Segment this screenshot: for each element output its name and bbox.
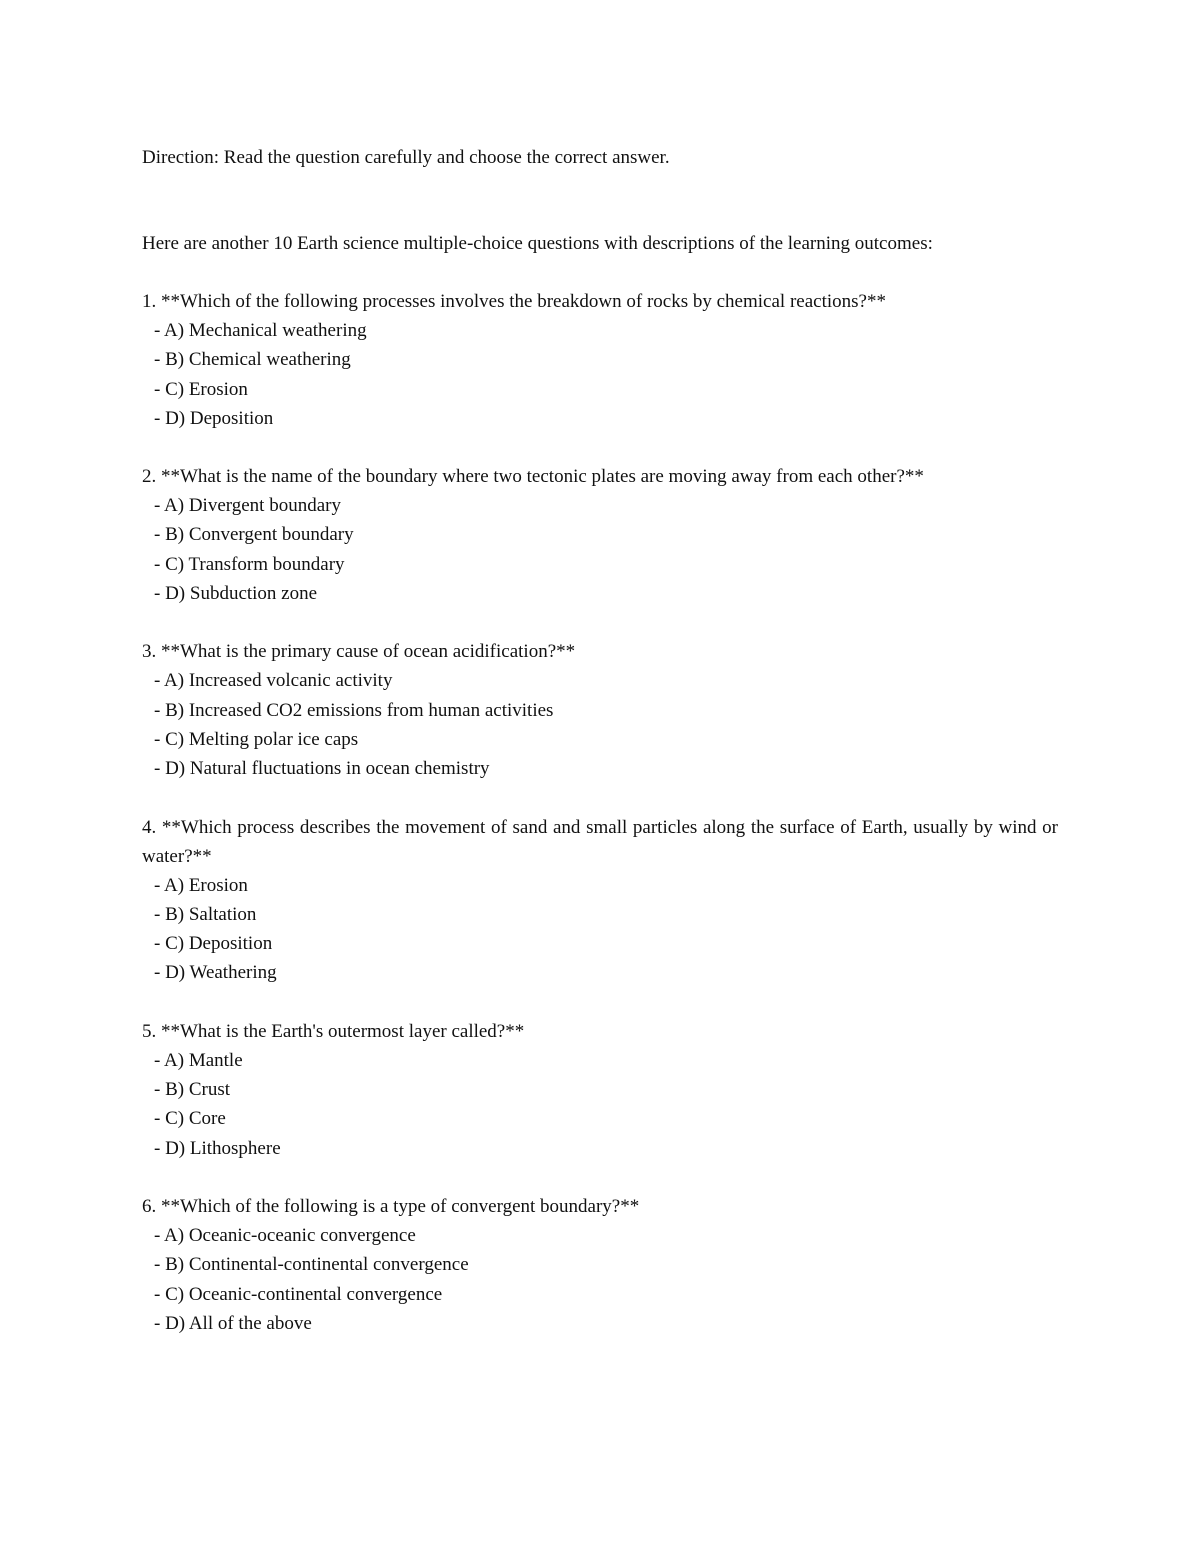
option-d: - D) Deposition <box>154 407 274 429</box>
question-stem: 2. **What is the name of the boundary where two tectonic plates are moving away from each other?** <box>142 466 924 488</box>
document-body <box>142 143 1058 1367</box>
option-c: - C) Melting polar ice caps <box>154 728 359 750</box>
option-b: - B) Convergent boundary <box>154 524 354 546</box>
intro-text: Here are another 10 Earth science multiple-choice questions with descriptions of the learning outcomes: <box>142 233 933 254</box>
option-d: - D) Subduction zone <box>154 583 318 605</box>
option-a: - A) Oceanic-oceanic convergence <box>154 1224 416 1246</box>
question-stem: 1. **Which of the following processes involves the breakdown of rocks by chemical reactions?** <box>142 291 886 312</box>
option-a: - A) Erosion <box>154 874 248 896</box>
option-d: - D) Natural fluctuations in ocean chemistry <box>154 758 490 780</box>
option-a: - A) Mantle <box>154 1049 243 1071</box>
option-b: - B) Continental-continental convergence <box>154 1254 469 1276</box>
option-list <box>142 316 1058 433</box>
option-c: - C) Deposition <box>154 933 273 955</box>
option-d: - D) All of the above <box>154 1312 312 1334</box>
question-1 <box>142 287 1058 433</box>
question-stem: 4. **Which process describes the movement of sand and small particles along the surface of Earth, usually by wind or water?** <box>142 816 1058 867</box>
option-d: - D) Weathering <box>154 962 277 984</box>
option-list <box>142 666 1058 783</box>
option-b: - B) Crust <box>154 1079 230 1101</box>
option-c: - C) Transform boundary <box>154 553 345 575</box>
option-b: - B) Chemical weathering <box>154 349 351 371</box>
option-a: - A) Increased volcanic activity <box>154 670 393 692</box>
question-stem: 6. **Which of the following is a type of convergent boundary?** <box>142 1195 640 1217</box>
option-c: - C) Erosion <box>154 378 248 400</box>
question-stem: 3. **What is the primary cause of ocean acidification?** <box>142 641 576 663</box>
option-list <box>142 491 1058 608</box>
option-list <box>142 1046 1058 1163</box>
question-3 <box>142 637 1058 783</box>
option-c: - C) Oceanic-continental convergence <box>154 1283 443 1305</box>
direction-text: Direction: Read the question carefully and choose the correct answer. <box>142 147 670 168</box>
option-d: - D) Lithosphere <box>154 1137 281 1159</box>
option-c: - C) Core <box>154 1108 226 1130</box>
option-b: - B) Increased CO2 emissions from human activities <box>154 699 554 721</box>
question-5 <box>142 1017 1058 1163</box>
question-4 <box>142 813 1058 988</box>
question-6 <box>142 1192 1058 1338</box>
option-a: - A) Divergent boundary <box>154 495 341 517</box>
question-stem: 5. **What is the Earth's outermost layer called?** <box>142 1020 525 1042</box>
option-list <box>142 1221 1058 1338</box>
option-list <box>142 871 1058 988</box>
option-a: - A) Mechanical weathering <box>154 320 367 341</box>
option-b: - B) Saltation <box>154 903 257 925</box>
question-2 <box>142 462 1058 608</box>
